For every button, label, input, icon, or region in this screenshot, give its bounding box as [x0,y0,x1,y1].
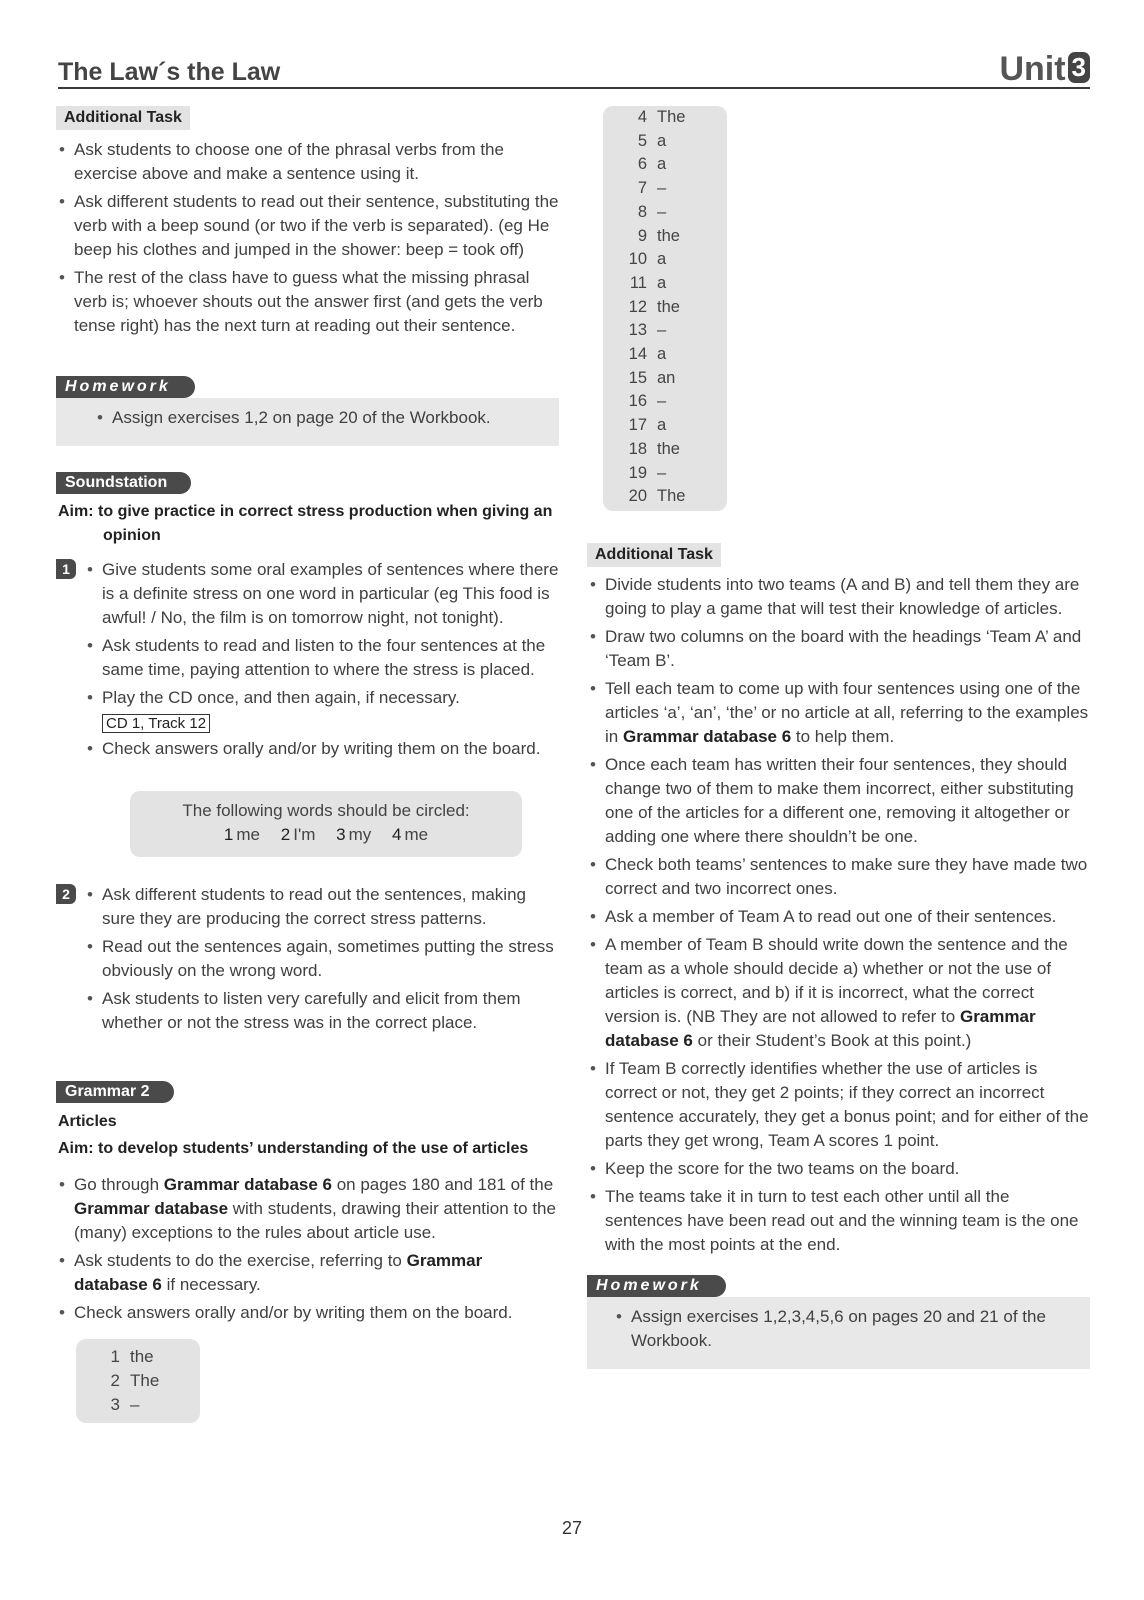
circled-words-box [130,791,522,857]
list-item: • Once each team has written their four sentences, they should change two of them to make them incorrect, either substituting one of the articles for a different one, removing it altogether or adding one where there shouldn’t be one. [587,753,1090,849]
list-item: • Check answers orally and/or by writing them on the board. [84,737,559,761]
answer-row: 6 a [637,155,667,174]
grammar-list [56,1173,559,1325]
list-item: • Tell each team to come up with four sentences using one of the articles ‘a’, ‘an’, ‘the’ or no article at all, referring to the examples in Grammar database 6 to help them. [587,677,1090,749]
answer-row: 16 – [628,392,667,411]
list-item: • Ask students to read and listen to the four sentences at the same time, paying attention to where the stress is placed. [84,634,559,682]
soundstation-aim: Aim: to give practice in correct stress production when giving an opinion [58,503,553,544]
additional-task-label-2: Additional Task [587,543,721,567]
grammar-aim: Aim: to develop students’ understanding of the use of articles [58,1140,529,1157]
list-item: • The teams take it in turn to test each other until all the sentences have been read out and the winning team is the one with the most points at the end. [587,1185,1090,1257]
additional-task-label: Additional Task [56,106,190,130]
answer-row: 4 The [637,108,686,126]
additional-task-list-2 [587,573,1090,1257]
list-item: • Give students some oral examples of sentences where there is a definite stress on one word in particular (eg This food is awful! / No, the film is on tomorrow night, not tonight). [84,558,559,630]
exercise-2 [56,883,559,1035]
exercise-1 [56,558,559,761]
homework-label-2: Homework [587,1275,726,1297]
soundstation-label: Soundstation [56,472,191,494]
answers-box-2 [603,106,727,511]
list-item: • Ask different students to read out the sentences, making sure they are producing the correct stress patterns. [84,883,559,931]
list-item: • Ask students to listen very carefully and elicit from them whether or not the stress was in the correct place. [84,987,559,1035]
answer-row: 5 a [637,131,667,150]
answer-row: 10 a [628,250,667,269]
homework-box-2 [587,1297,1090,1369]
circled-words-intro: The following words should be circled: [182,801,470,820]
answer-row: 12 the [628,297,680,316]
answer-row: 1 the [110,1347,154,1366]
list-item: • Divide students into two teams (A and B) and tell them they are going to play a game that will test their knowledge of articles. [587,573,1090,621]
page-title: The Law´s the Law [58,58,281,86]
list-item: • Draw two columns on the board with the headings ‘Team A’ and ‘Team B’. [587,625,1090,673]
list-item: • Keep the score for the two teams on the board. [587,1157,1090,1181]
list-item: • Ask students to do the exercise, referring to Grammar database 6 if necessary. [56,1249,559,1297]
exercise-number-badge: 2 [56,884,76,904]
answer-row: 18 the [628,439,680,458]
answer-row: 9 the [637,226,680,245]
list-item: • Check both teams’ sentences to make sure they have made two correct and two incorrect ones. [587,853,1090,901]
exercise-number-badge: 1 [56,559,76,579]
answer-row: 20 The [628,487,686,506]
grammar-label: Grammar 2 [56,1081,174,1103]
list-item: • Ask a member of Team A to read out one of their sentences. [587,905,1090,929]
list-item: • Ask students to choose one of the phrasal verbs from the exercise above and make a sentence using it. [56,138,559,186]
answer-row: 15 an [628,368,676,387]
list-item: • A member of Team B should write down the sentence and the team as a whole should decide a) whether or not the use of articles is correct, and b) if it is incorrect, what the correct version is. (NB They are not allowed to refer to Grammar database 6 or their Student’s Book at this point.) [587,933,1090,1053]
page-number: 27 [561,1518,583,1538]
answers-box-1 [76,1339,200,1423]
list-item: • Read out the sentences again, sometimes putting the stress obviously on the wrong word. [84,935,559,983]
answer-row: 11 a [629,273,667,292]
page-header [58,50,1090,89]
list-item: • Play the CD once, and then again, if necessary. [84,686,559,710]
homework-box [56,398,559,446]
cd-track-label: CD 1, Track 12 [102,714,210,733]
answer-row: 14 a [628,345,667,364]
circled-words-list: 1 me 2 I'm 3 my 4 me [223,825,429,844]
answer-row: 17 a [628,416,667,435]
list-item: • Ask different students to read out their sentence, substituting the verb with a beep sound (or two if the verb is separated). (eg He beep his clothes and jumped in the shower: beep = took off) [56,190,559,262]
homework-text-2: • Assign exercises 1,2,3,4,5,6 on pages 20 and 21 of the Workbook. [613,1305,1080,1353]
list-item: • Check answers orally and/or by writing them on the board. [56,1301,559,1325]
answer-row: 3 – [110,1395,140,1414]
unit-number: 3 [1068,52,1090,83]
left-column [56,106,559,1423]
right-column [587,106,1090,1369]
list-item: • Go through Grammar database 6 on pages 180 and 181 of the Grammar database with students, drawing their attention to the (many) exceptions to the rules about article use. [56,1173,559,1245]
unit-badge [999,50,1090,89]
answer-row: 19 – [628,463,667,482]
answer-row: 8 – [637,202,667,221]
grammar-subtitle: Articles [58,1113,117,1130]
homework-text: • Assign exercises 1,2 on page 20 of the Workbook. [94,406,549,430]
unit-word: Unit [999,50,1066,88]
answer-row: 2 The [110,1371,160,1390]
list-item: • If Team B correctly identifies whether the use of articles is correct or not, they get 2 points; if they correct an incorrect sentence accurately, they get a bonus point; and for either of the parts they get wrong, Team A scores 1 point. [587,1057,1090,1153]
list-item: • The rest of the class have to guess what the missing phrasal verb is; whoever shouts out the answer first (and gets the verb tense right) has the next turn at reading out their sentence. [56,266,559,338]
answer-row: 13 – [628,321,667,340]
homework-label: Homework [56,376,195,398]
answer-row: 7 – [637,179,667,198]
additional-task-list [56,138,559,338]
